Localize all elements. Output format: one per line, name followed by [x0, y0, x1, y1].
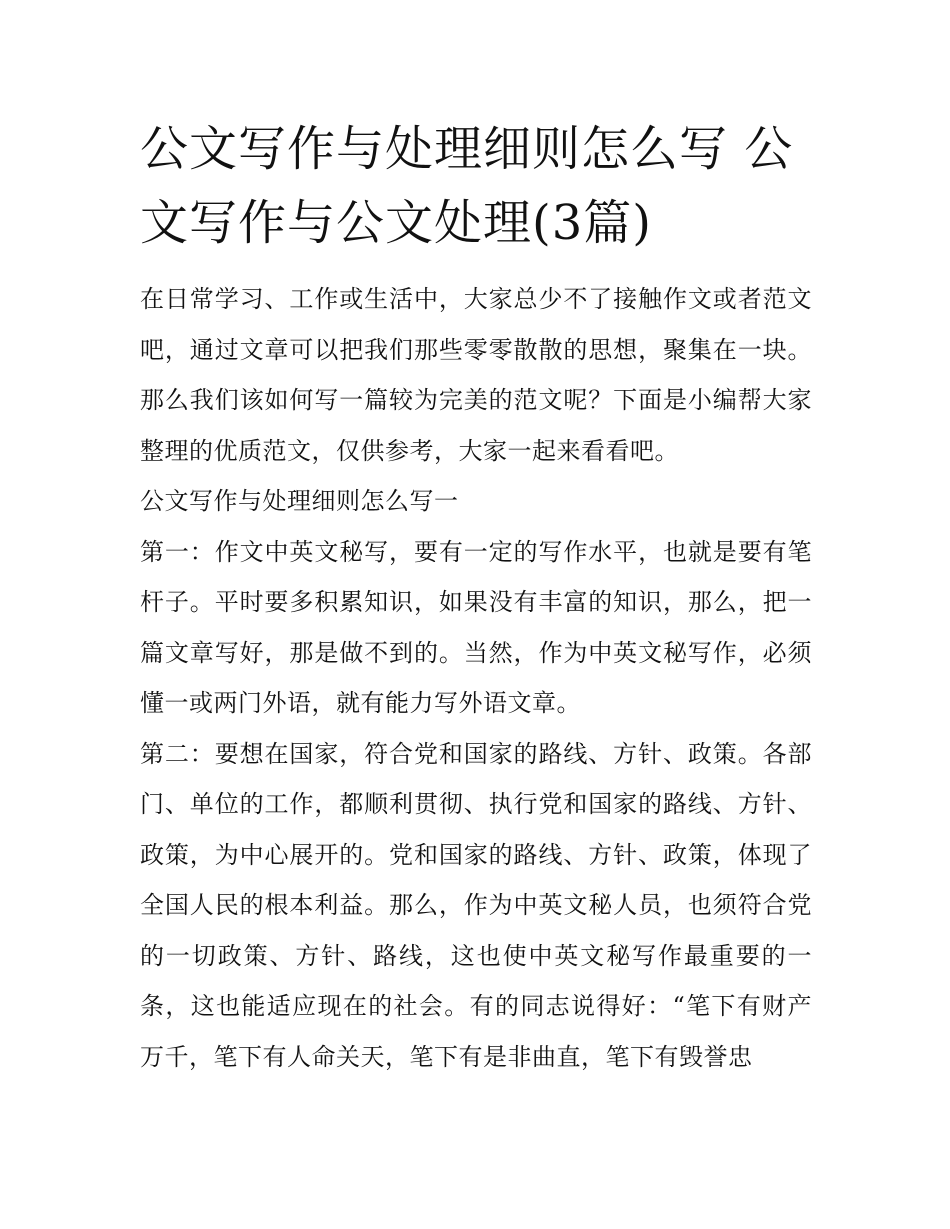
- document-body: [140, 274, 812, 1082]
- document-page: [140, 112, 812, 1082]
- intro-paragraph: 在日常学习、工作或生活中，大家总少不了接触作文或者范文吧，通过文章可以把我们那些零零散散的思想，聚集在一块。那么我们该如何写一篇较为完美的范文呢？下面是小编帮大家整理的优质范文，仅供参考，大家一起来看看吧。: [140, 285, 812, 465]
- body-paragraph-1: 第一：作文中英文秘写，要有一定的写作水平，也就是要有笔杆子。平时要多积累知识，如果没有丰富的知识，那么，把一篇文章写好，那是做不到的。当然，作为中英文秘写作，必须懂一或两门外语，就有能力写外语文章。: [140, 537, 812, 717]
- body-paragraph-2: 第二：要想在国家，符合党和国家的路线、方针、政策。各部门、单位的工作，都顺利贯彻、执行党和国家的路线、方针、政策，为中心展开的。党和国家的路线、方针、政策，体现了全国人民的根本利益。那么，作为中英文秘人员，也须符合党的一切政策、方针、路线，这也使中英文秘写作最重要的一条，这也能适应现在的社会。有的同志说得好：“笔下有财产万千，笔下有人命关天，笔下有是非曲直，笔下有毁誉忠: [140, 739, 812, 1071]
- section-heading: 公文写作与处理细则怎么写一: [140, 487, 459, 515]
- document-title: 公文写作与处理细则怎么写 公文写作与公文处理(3篇): [140, 121, 794, 251]
